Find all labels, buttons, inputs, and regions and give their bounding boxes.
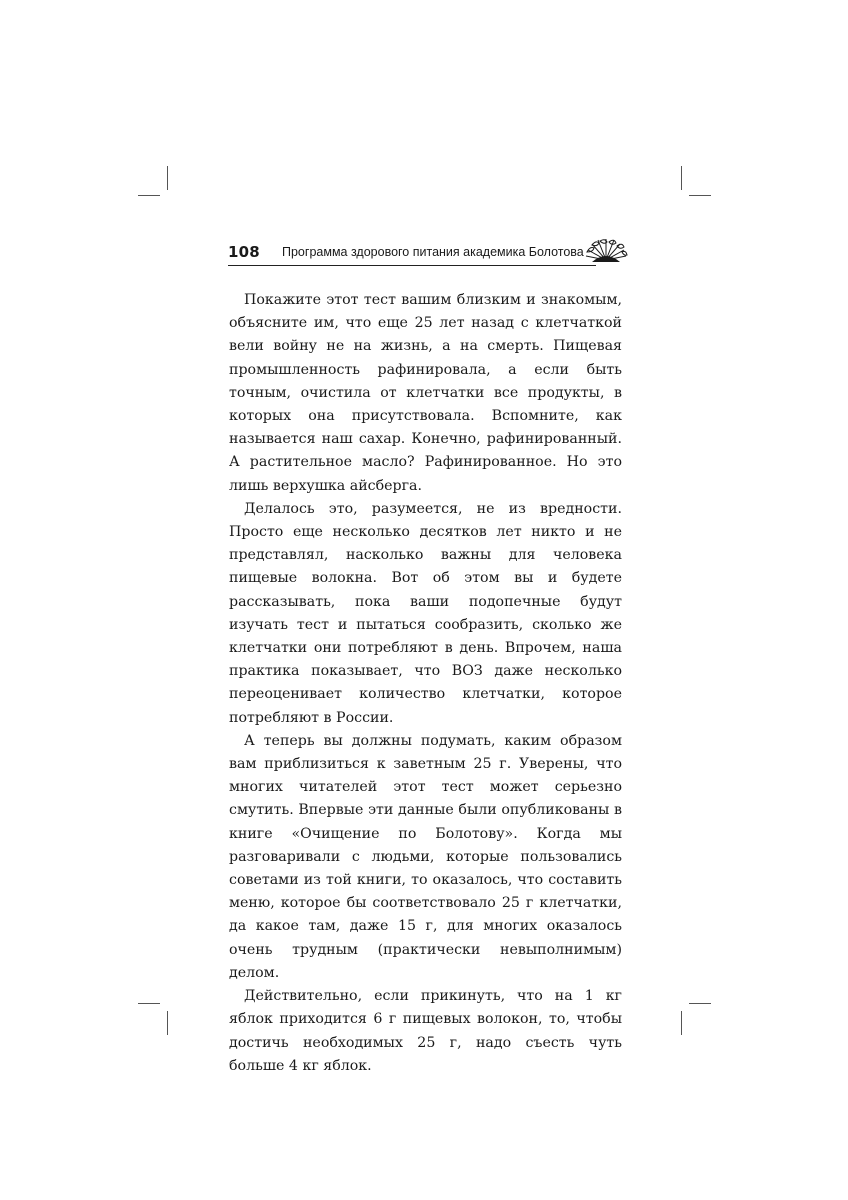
crop-mark-bottom-right-vertical: [681, 1011, 682, 1035]
body-text: [229, 289, 622, 1078]
page-number: 108: [228, 243, 260, 261]
paragraph: Действительно, если прикинуть, что на 1 кг яблок приходится 6 г пищевых волокон, то, чтобы достичь необходимых 25 г, надо съесть чуть больше 4 кг яблок.: [229, 988, 622, 1074]
crop-mark-top-right-horizontal: [689, 195, 711, 196]
crop-mark-top-left-horizontal: [138, 195, 160, 196]
crop-mark-bottom-right-horizontal: [689, 1003, 711, 1004]
crop-mark-top-right-vertical: [681, 166, 682, 190]
paragraph: Покажите этот тест вашим близким и знакомым, объясните им, что еще 25 лет назад с клетчаткой вели войну не на жизнь, а на смерть. Пищевая промышленность рафинировала, а если быть точным, очистила от клетчатки все продукты, в которых она присутствовала. Вспомните, как называется наш сахар. Конечно, рафинированный. А растительное масло? Рафинированное. Но это лишь верхушка айсберга.: [229, 292, 622, 494]
running-title: Программа здорового питания академика Болотова: [282, 245, 584, 259]
sun-ornament-icon: [584, 238, 628, 268]
crop-mark-bottom-left-horizontal: [138, 1003, 160, 1004]
crop-mark-top-left-vertical: [167, 166, 168, 190]
paragraph: А теперь вы должны подумать, каким образом вам приблизиться к заветным 25 г. Уверены, что многих читателей этот тест может серьезно смутить. Впервые эти данные были опубликованы в книге «Очищение по Болотову». Когда мы разговаривали с людьми, которые пользовались советами из той книги, то оказалось, что составить меню, которое бы соответствовало 25 г клетчатки, да какое там, даже 15 г, для многих оказалось очень трудным (практически невыполнимым) делом.: [229, 732, 622, 981]
paragraph: Делалось это, разумеется, не из вредности. Просто еще несколько десятков лет никто и не представлял, насколько важны для человека пищевые волокна. Вот об этом вы и будете рассказывать, пока ваши подопечные будут изучать тест и пытаться сообразить, сколько же клетчатки они потребляют в день. Впрочем, наша практика показывает, что ВОЗ даже несколько переоценивает количество клетчатки, которое потребляют в России.: [229, 500, 622, 726]
crop-mark-bottom-left-vertical: [167, 1011, 168, 1035]
header-rule: [228, 265, 596, 266]
running-head: [228, 238, 626, 268]
